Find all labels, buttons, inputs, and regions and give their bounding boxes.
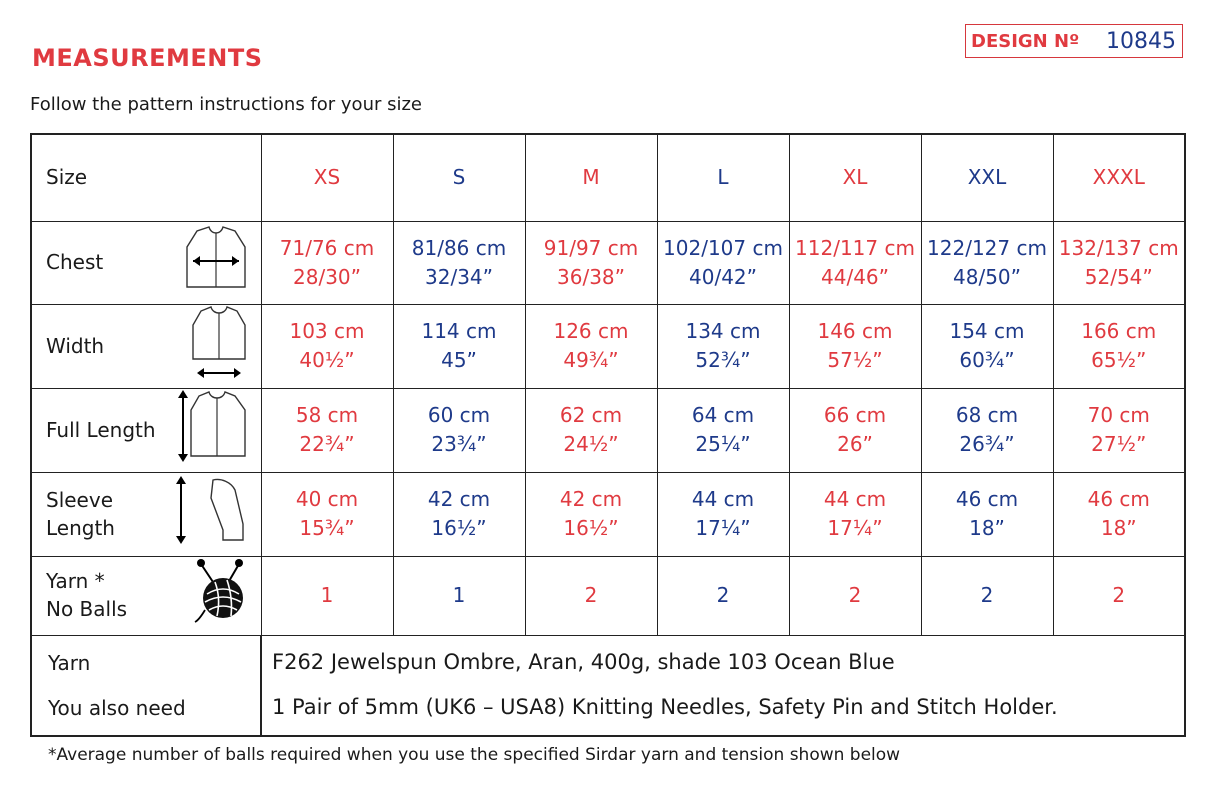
value-cell-xxxl — [1053, 221, 1184, 304]
design-number: 10845 — [1106, 28, 1176, 54]
value-primary: 154 cm — [949, 319, 1025, 343]
value-cell-l — [657, 221, 789, 304]
value-secondary: 17¼” — [827, 516, 883, 540]
value-cell-m — [525, 221, 657, 304]
row-sleeve-length — [32, 472, 1184, 556]
value-secondary: 44/46” — [821, 264, 889, 289]
materials-section — [32, 635, 1184, 737]
size-header-xl: XL — [789, 135, 921, 221]
value-secondary: 16½” — [431, 516, 487, 540]
value-secondary: 57½” — [827, 348, 883, 372]
value-primary: 2 — [848, 583, 862, 607]
value-secondary: 24½” — [563, 432, 619, 456]
value-cell-m — [525, 388, 657, 472]
value-primary: 71/76 cm — [279, 235, 375, 260]
value-primary: 40 cm — [295, 487, 359, 511]
value-secondary: 49¾” — [563, 348, 619, 372]
size-header-xs: XS — [261, 135, 393, 221]
value-secondary: 45” — [441, 348, 477, 372]
value-secondary: 18” — [969, 516, 1005, 540]
value-cell-xxl — [921, 556, 1053, 635]
row-full-length — [32, 388, 1184, 472]
value-primary: 126 cm — [553, 319, 629, 343]
page-title: MEASUREMENTS — [32, 44, 263, 72]
value-primary: 42 cm — [427, 487, 491, 511]
size-label: Size — [32, 135, 261, 221]
value-primary: 46 cm — [1087, 487, 1150, 511]
value-cell-l — [657, 556, 789, 635]
value-secondary: 48/50” — [953, 264, 1021, 289]
value-primary: 2 — [1112, 583, 1126, 607]
value-primary: 2 — [584, 583, 598, 607]
also-need-value: 1 Pair of 5mm (UK6 – USA8) Knitting Needles, Safety Pin and Stitch Holder. — [272, 695, 1058, 719]
value-secondary: 40½” — [299, 348, 355, 372]
size-header-s: S — [393, 135, 525, 221]
garment-chest-arrow-icon — [183, 223, 249, 303]
row-label: Chest — [46, 250, 104, 274]
value-secondary: 15¾” — [299, 516, 355, 540]
value-cell-xl — [789, 556, 921, 635]
value-cell-s — [393, 472, 525, 556]
value-primary: 42 cm — [559, 487, 623, 511]
row-label-cell — [32, 472, 261, 556]
value-primary: 102/107 cm — [663, 235, 783, 260]
value-primary: 103 cm — [289, 319, 365, 343]
value-cell-xs — [261, 221, 393, 304]
value-primary: 44 cm — [823, 487, 887, 511]
value-primary: 132/137 cm — [1058, 235, 1179, 260]
value-primary: 1 — [452, 583, 466, 607]
value-cell-xs — [261, 388, 393, 472]
value-primary: 60 cm — [427, 403, 491, 427]
value-cell-xl — [789, 221, 921, 304]
value-cell-m — [525, 472, 657, 556]
value-secondary: 65½” — [1091, 348, 1147, 372]
design-number-box — [965, 24, 1183, 58]
value-cell-xxl — [921, 388, 1053, 472]
row-label-cell — [32, 388, 261, 472]
size-header-m: M — [525, 135, 657, 221]
value-primary: 122/127 cm — [927, 235, 1047, 260]
value-cell-xxl — [921, 472, 1053, 556]
size-header-xxxl: XXXL — [1053, 135, 1184, 221]
size-header-l: L — [657, 135, 789, 221]
value-cell-xl — [789, 304, 921, 388]
value-cell-s — [393, 388, 525, 472]
value-primary: 66 cm — [823, 403, 887, 427]
value-primary: 58 cm — [295, 403, 359, 427]
design-label: DESIGN Nº — [971, 30, 1080, 52]
sleeve-length-arrow-icon — [173, 474, 249, 554]
value-primary: 112/117 cm — [795, 235, 915, 260]
value-primary: 2 — [716, 583, 730, 607]
value-primary: 2 — [980, 583, 994, 607]
value-cell-l — [657, 304, 789, 388]
value-secondary: 26” — [837, 432, 873, 456]
garment-length-arrow-icon — [177, 388, 249, 472]
also-need-label: You also need — [48, 696, 186, 720]
value-cell-s — [393, 304, 525, 388]
value-secondary: 22¾” — [299, 432, 355, 456]
size-header-row — [32, 135, 1184, 221]
value-secondary: 52/54” — [1084, 264, 1153, 289]
value-cell-s — [393, 221, 525, 304]
value-secondary: 60¾” — [959, 348, 1015, 372]
value-secondary: 27½” — [1091, 432, 1147, 456]
value-primary: 68 cm — [955, 403, 1019, 427]
row-yarn-no-balls — [32, 556, 1184, 635]
value-primary: 46 cm — [955, 487, 1019, 511]
size-header-xxl: XXL — [921, 135, 1053, 221]
value-primary: 62 cm — [559, 403, 623, 427]
value-secondary: 32/34” — [425, 264, 493, 289]
materials-divider — [260, 635, 262, 737]
value-secondary: 40/42” — [689, 264, 757, 289]
row-label-cell — [32, 304, 261, 388]
yarn-value: F262 Jewelspun Ombre, Aran, 400g, shade 103 Ocean Blue — [272, 650, 895, 674]
value-cell-xxxl — [1053, 304, 1184, 388]
row-label: Width — [46, 333, 105, 358]
row-label: Yarn * No Balls — [46, 569, 128, 621]
row-label-cell — [32, 556, 261, 635]
value-secondary: 17¼” — [695, 516, 751, 540]
value-cell-xl — [789, 472, 921, 556]
value-primary: 166 cm — [1081, 319, 1157, 343]
value-cell-s — [393, 556, 525, 635]
measurements-table-box — [30, 133, 1186, 737]
value-cell-l — [657, 472, 789, 556]
row-width — [32, 304, 1184, 388]
value-secondary: 23¾” — [431, 432, 487, 456]
value-secondary: 16½” — [563, 516, 619, 540]
value-primary: 134 cm — [685, 319, 761, 343]
yarn-ball-needles-icon — [193, 558, 249, 634]
value-cell-xxl — [921, 304, 1053, 388]
row-label: Full Length — [46, 417, 156, 442]
value-primary: 64 cm — [691, 403, 755, 427]
value-cell-xxxl — [1053, 472, 1184, 556]
footnote: *Average number of balls required when you use the specified Sirdar yarn and tension shown below — [48, 745, 901, 765]
value-primary: 81/86 cm — [411, 235, 507, 260]
value-primary: 1 — [320, 583, 334, 607]
value-cell-xxl — [921, 221, 1053, 304]
value-primary: 70 cm — [1087, 403, 1150, 427]
measurements-table — [32, 135, 1184, 636]
value-secondary: 26¾” — [959, 432, 1015, 456]
value-cell-m — [525, 304, 657, 388]
value-cell-xxxl — [1053, 556, 1184, 635]
value-cell-xxxl — [1053, 388, 1184, 472]
value-cell-l — [657, 388, 789, 472]
value-cell-xs — [261, 304, 393, 388]
row-chest — [32, 221, 1184, 304]
row-label: Sleeve Length — [46, 487, 115, 540]
value-secondary: 36/38” — [557, 264, 625, 289]
value-secondary: 25¼” — [695, 432, 751, 456]
yarn-label: Yarn — [48, 651, 91, 675]
value-cell-m — [525, 556, 657, 635]
instructions-subtitle: Follow the pattern instructions for your size — [30, 94, 423, 115]
value-cell-xs — [261, 556, 393, 635]
value-secondary: 18” — [1100, 516, 1137, 540]
value-primary: 114 cm — [421, 319, 497, 343]
garment-width-arrow-icon — [189, 303, 249, 389]
value-primary: 44 cm — [691, 487, 755, 511]
value-cell-xl — [789, 388, 921, 472]
value-primary: 146 cm — [817, 319, 893, 343]
value-secondary: 28/30” — [293, 264, 361, 289]
value-primary: 91/97 cm — [543, 235, 639, 260]
value-cell-xs — [261, 472, 393, 556]
row-label-cell — [32, 221, 261, 304]
value-secondary: 52¾” — [695, 348, 751, 372]
